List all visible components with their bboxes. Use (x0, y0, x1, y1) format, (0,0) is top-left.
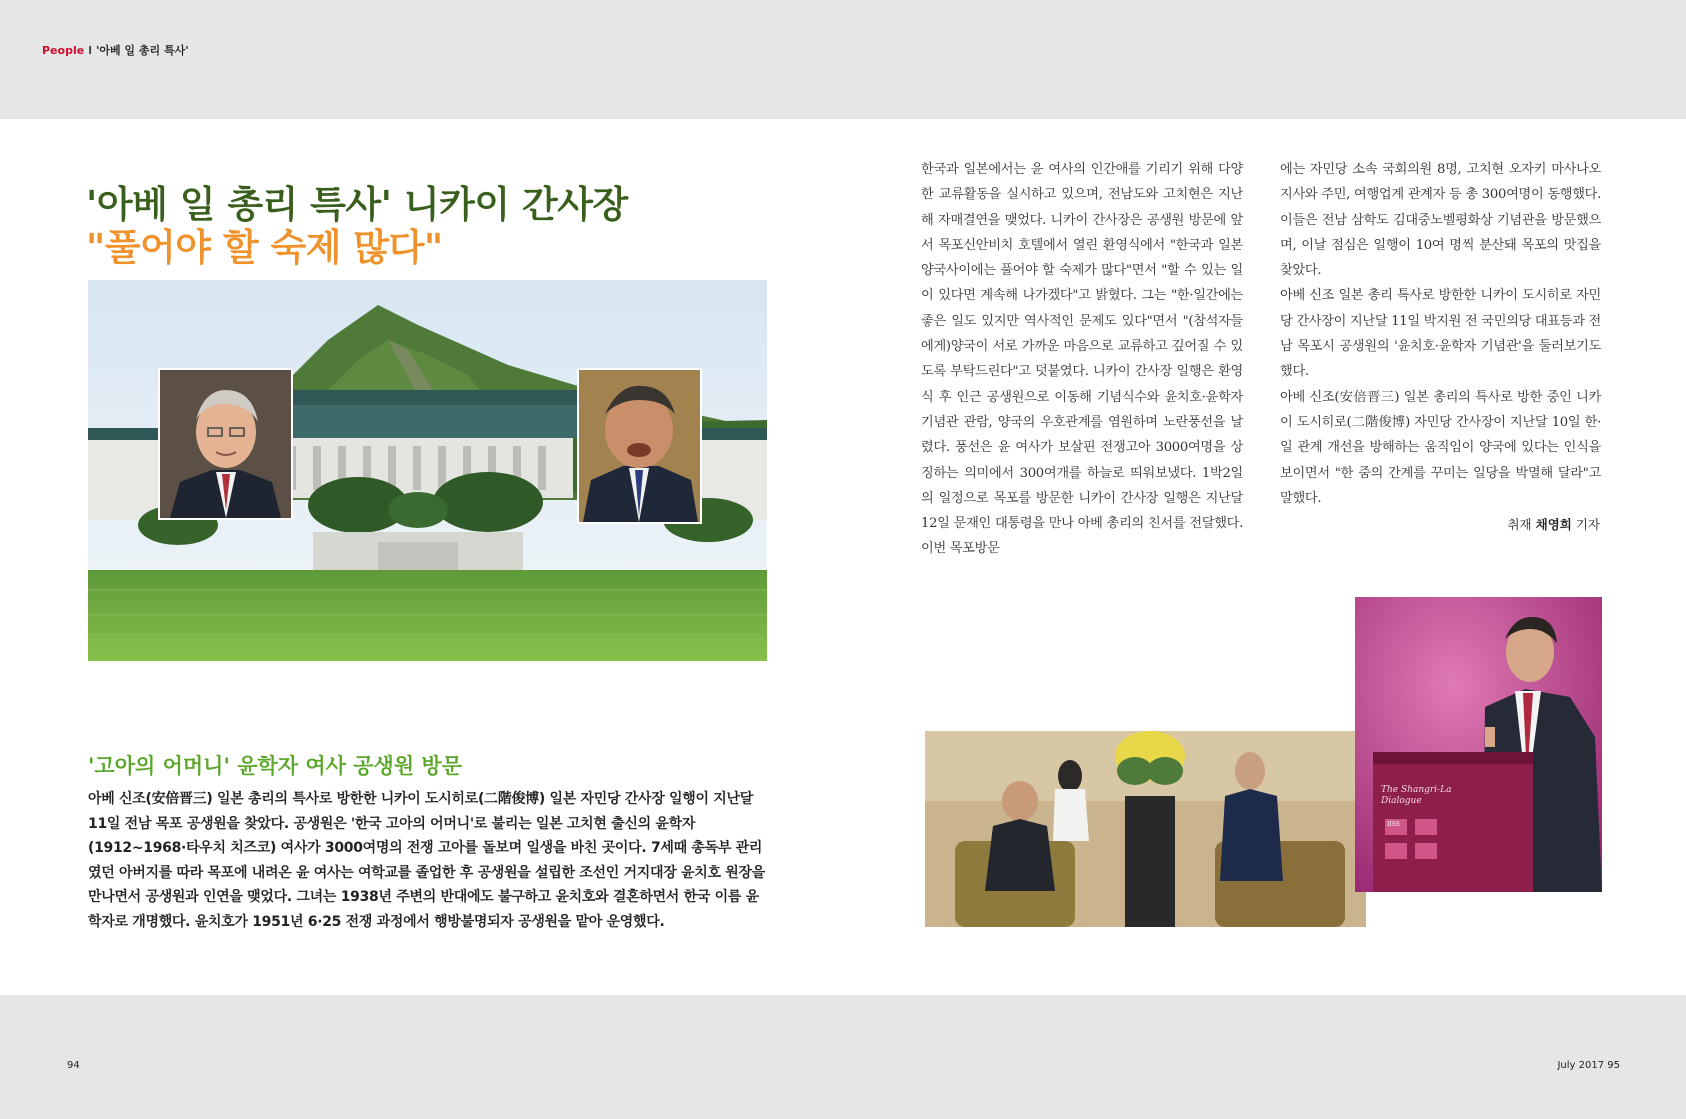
page-number-left: 94 (67, 1060, 80, 1071)
portrait-right (577, 368, 702, 524)
portrait-left (158, 368, 293, 520)
podium-text-line1: The Shangri-La (1381, 785, 1452, 795)
column-2-paragraph: 아베 신조 일본 총리 특사로 방한한 니카이 도시히로 자민당 간사장이 지난달 11일 박지원 전 국민의당 대표등과 전남 목포시 공생원의 '윤치호·윤학자 기념관'을 둘러보기도 했다. (1280, 288, 1601, 380)
section-divider: l (88, 44, 92, 57)
headline-line-2: "풀어야 할 숙제 많다" (86, 226, 443, 269)
meeting-photo (925, 731, 1366, 927)
column-2-paragraph: 아베 신조(安倍晋三) 일본 총리의 특사로 방한 중인 니카이 도시히로(二階俊博) 자민당 간사장이 지난달 10일 한·일 관계 개선을 방해하는 움직임이 양국에 있다는 인식을 보이면서 "한 줌의 간계를 꾸미는 일당을 박멸해 달라"고 말했다. (1280, 389, 1601, 506)
column-2-paragraph: 에는 자민당 소속 국회의원 8명, 고치현 오자키 마사나오 지사와 주민, 여행업계 관계자 등 총 300여명이 동행했다. 이들은 전남 삼학도 김대중노벨평화상 기념관을 방문했으며, 이날 점심은 일행이 10여 명씩 분산돼 목포의 맛집을 찾았다. (1280, 162, 1601, 279)
page-number-right: July 2017 95 (1557, 1060, 1620, 1071)
section-subtitle: '아베 일 총리 특사' (95, 44, 189, 57)
iiss-logo: IISS (1387, 821, 1400, 828)
byline-prefix: 취재 (1507, 517, 1532, 532)
podium-caption (1381, 785, 1451, 807)
meeting-scene-image (925, 731, 1366, 927)
body-column-2 (1280, 157, 1601, 511)
byline-suffix: 기자 (1575, 517, 1600, 532)
section-name: People (42, 44, 85, 57)
man-portrait-icon (160, 370, 291, 518)
lead-paragraph: 아베 신조(安倍晋三) 일본 총리의 특사로 방한한 니카이 도시히로(二階俊博) 일본 자민당 간사장 일행이 지난달 11일 전남 목포 공생원을 찾았다. 공생원은 '한국 고아의 어머니'로 불리는 일본 고치현 출신의 윤학자(1912~1968·타우치 치즈코) 여사가 3000여명의 전쟁 고아를 돌보며 일생을 바친 곳이다. 7세때 총독부 관리였던 아버지를 따라 목포에 내려온 윤 여사는 여학교를 졸업한 후 공생원을 설립한 조선인 거지대장 윤치호 원장을 만나면서 공생원과 인연을 맺었다. 그녀는 1938년 주변의 반대에도 불구하고 윤치호와 결혼하면서 한국 이름 윤학자로 개명했다. 윤치호가 1951년 6·25 전쟁 과정에서 행방불명되자 공생원을 맡아 운영했다. (88, 791, 765, 930)
section-header (42, 42, 189, 58)
podium-photo (1355, 597, 1602, 892)
headline-line-1: '아베 일 총리 특사' 니카이 간사장 (86, 183, 628, 226)
speaker-podium-image (1355, 597, 1602, 892)
body-column-1 (921, 157, 1243, 562)
top-band (0, 0, 1686, 119)
article-subhead: '고아의 어머니' 윤학자 여사 공생원 방문 (88, 754, 462, 778)
column-1-text: 한국과 일본에서는 윤 여사의 인간애를 기리기 위해 다양한 교류활동을 실시하고 있으며, 전남도와 고치현은 지난해 자매결연을 맺었다. 니카이 간사장은 공생원 방문에 앞서 목포신안비치 호텔에서 열린 환영식에서 "한국과 일본 양국사이에는 풀어야 할 숙제가 많다"면서 "할 수 있는 일이 있다면 계속해 나가겠다"고 밝혔다. 그는 "한·일간에는 좋은 일도 있지만 역사적인 문제도 있다"면서 "(참석자들에게)양국이 서로 가까운 마음으로 교류하고 깊어질 수 있도록 부탁드린다"고 덧붙였다. 니카이 간사장 일행은 환영식 후 인근 공생원으로 이동해 기념식수와 윤치호·윤학자 기념관 관람, 양국의 우호관계를 염원하며 노란풍선을 날렸다. 풍선은 윤 여사가 보살핀 전쟁고아 3000여명을 상징하는 의미에서 300여개를 하늘로 띄워보냈다. 1박2일의 일정으로 목포를 방문한 니카이 간사장 일행은 지난달 12일 문재인 대통령을 만나 아베 총리의 친서를 전달했다. 이번 목포방문 (921, 162, 1243, 557)
byline-name: 채영희 (1535, 517, 1572, 532)
byline (1507, 515, 1600, 533)
main-photo (88, 280, 767, 661)
bottom-band (0, 995, 1686, 1119)
man-portrait-icon (579, 370, 700, 522)
podium-text-line2: Dialogue (1381, 796, 1422, 806)
